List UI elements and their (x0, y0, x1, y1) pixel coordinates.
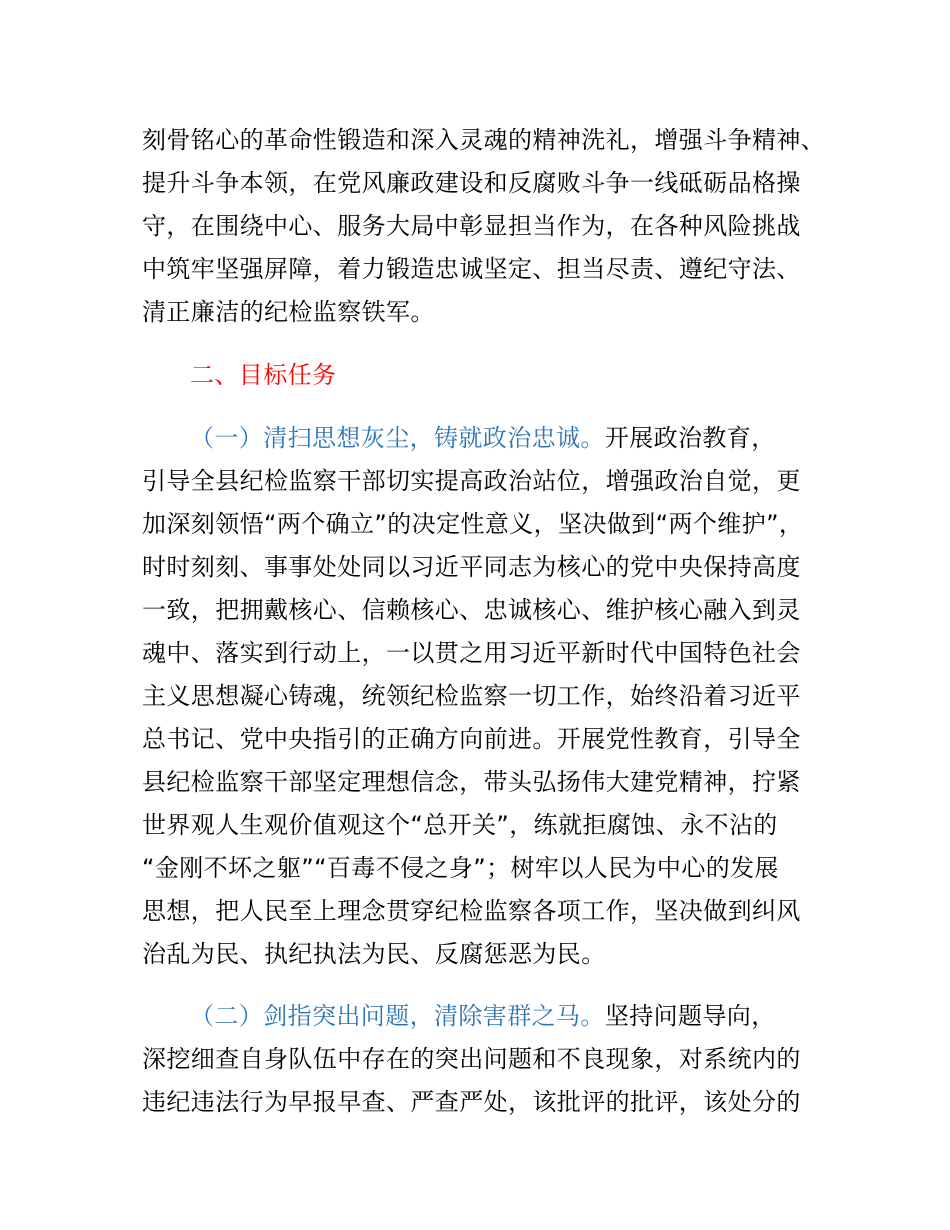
item1-line: 世界观人生观价值观这个“总开关”，练就拒腐蚀、永不沾的 (142, 811, 778, 839)
item2-line: 违纪违法行为早报早查、严查严处，该批评的批评，该处分的 (142, 1088, 801, 1116)
item1-line: 县纪检监察干部坚定理想信念，带头弘扬伟大建党精神，拧紧 (142, 768, 801, 796)
item1-line: 时时刻刻、事事处处同以习近平同志为核心的党中央保持高度 (142, 553, 801, 581)
item1-line: 思想，把人民至上理念贯穿纪检监察各项工作，坚决做到纠风 (142, 897, 801, 925)
item1-line: “金刚不坏之躯”“百毒不侵之身”；树牢以人民为中心的发展 (142, 854, 779, 882)
item1-line: 一致，把拥戴核心、信赖核心、忠诚核心、维护核心融入到灵 (142, 596, 801, 624)
item1-line: 总书记、党中央指引的正确方向前进。开展党性教育，引导全 (142, 725, 801, 753)
intro-line: 守，在围绕中心、服务大局中彰显担当作为，在各种风险挑战 (142, 212, 801, 240)
item1-first-line (190, 422, 890, 454)
item2-first-line-text: 坚持问题导向， (604, 1002, 776, 1030)
item2-first-line (190, 1000, 890, 1032)
item1-line: 引导全县纪检监察干部切实提高政治站位，增强政治自觉，更 (142, 467, 801, 495)
section-heading: 二、目标任务 (190, 361, 337, 389)
intro-line: 提升斗争本领，在党风廉政建设和反腐败斗争一线砥砺品格操 (142, 169, 801, 197)
item2-heading: （二）剑指突出问题，清除害群之马。 (190, 1002, 605, 1030)
item1-heading: （一）清扫思想灰尘，铸就政治忠诚。 (190, 424, 605, 452)
item1-line: 加深刻领悟“两个确立”的决定性意义，坚决做到“两个维护”， (142, 510, 804, 538)
item2-line: 深挖细查自身队伍中存在的突出问题和不良现象，对系统内的 (142, 1045, 801, 1073)
item1-line: 主义思想凝心铸魂，统领纪检监察一切工作，始终沿着习近平 (142, 682, 801, 710)
item1-line: 治乱为民、执纪执法为民、反腐惩恶为民。 (142, 940, 606, 968)
item1-first-line-text: 开展政治教育， (604, 424, 776, 452)
item1-line: 魂中、落实到行动上，一以贯之用习近平新时代中国特色社会 (142, 639, 801, 667)
intro-line: 清正廉洁的纪检监察铁军。 (142, 298, 435, 326)
intro-line: 中筑牢坚强屏障，着力锻造忠诚坚定、担当尽责、遵纪守法、 (142, 255, 801, 283)
intro-line: 刻骨铭心的革命性锻造和深入灵魂的精神洗礼，增强斗争精神、 (142, 126, 826, 154)
